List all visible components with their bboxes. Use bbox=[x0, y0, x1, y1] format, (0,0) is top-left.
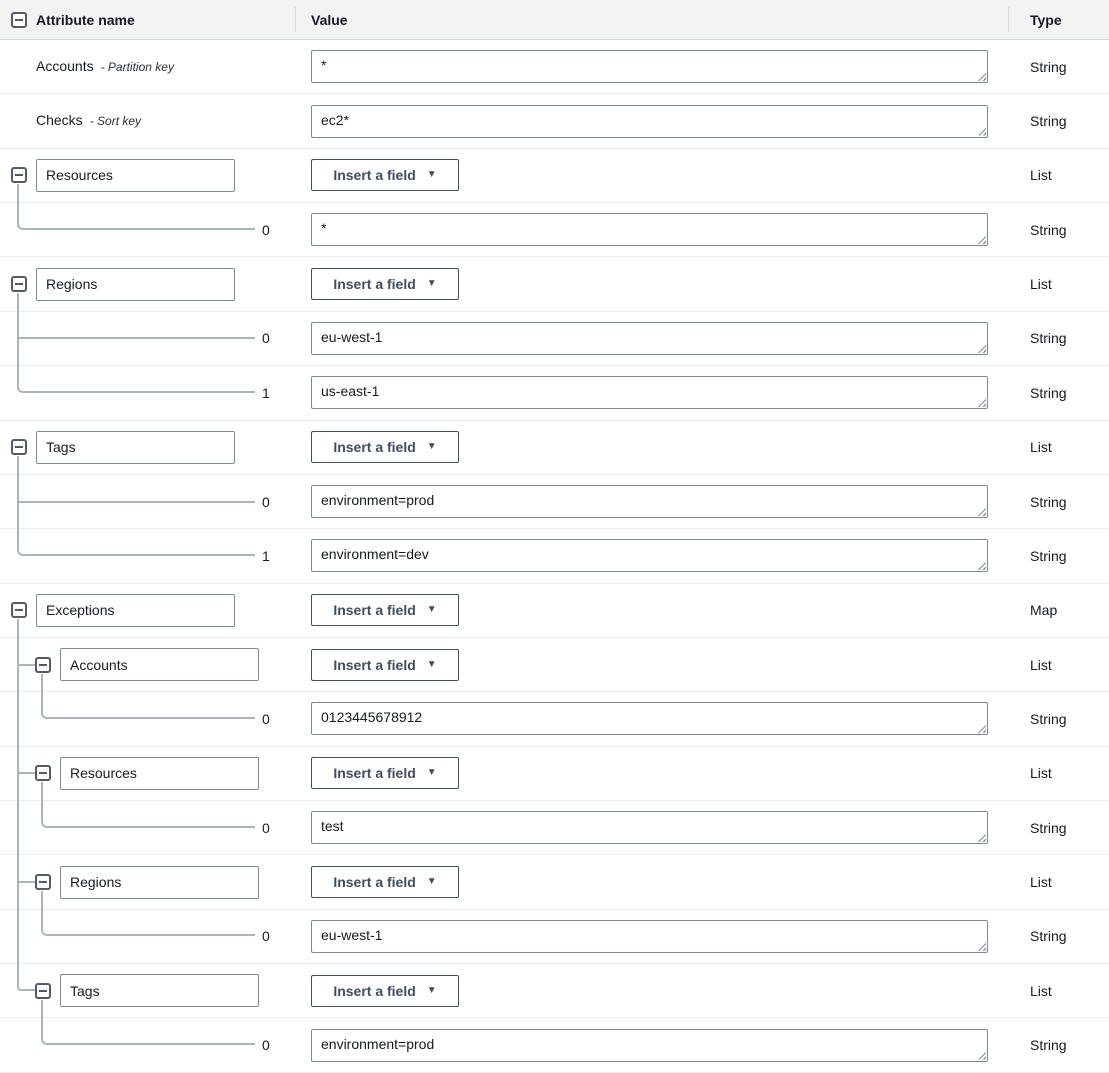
value-input[interactable] bbox=[311, 485, 988, 518]
tree-line bbox=[17, 910, 19, 964]
tree-line bbox=[17, 772, 35, 774]
type-label: String bbox=[1030, 928, 1067, 945]
tree-line bbox=[17, 184, 19, 203]
type-label: String bbox=[1030, 493, 1067, 510]
value-textarea-wrap bbox=[311, 811, 988, 844]
index-label: 0 bbox=[262, 928, 270, 945]
value-textarea-wrap bbox=[311, 50, 988, 83]
row-checks-key bbox=[0, 94, 1109, 148]
insert-field-button[interactable] bbox=[311, 159, 459, 191]
caret-down-icon: ▼ bbox=[426, 658, 437, 670]
value-textarea-wrap bbox=[311, 376, 988, 409]
type-label: String bbox=[1030, 330, 1067, 347]
collapse-icon[interactable] bbox=[11, 167, 27, 183]
type-label: String bbox=[1030, 819, 1067, 836]
value-input[interactable] bbox=[311, 50, 988, 83]
tree-line bbox=[17, 881, 35, 883]
collapse-icon[interactable] bbox=[11, 602, 27, 618]
row-exceptions-regions bbox=[0, 855, 1109, 909]
row-exceptions-accounts-0 bbox=[0, 692, 1109, 746]
tree-line bbox=[41, 691, 255, 719]
collapse-icon[interactable] bbox=[35, 874, 51, 890]
row-exceptions-tags bbox=[0, 964, 1109, 1018]
insert-field-label: Insert a field bbox=[333, 439, 416, 456]
value-input[interactable] bbox=[311, 702, 988, 735]
collapse-icon[interactable] bbox=[35, 983, 51, 999]
collapse-all-icon[interactable] bbox=[11, 12, 27, 28]
caret-down-icon: ▼ bbox=[426, 767, 437, 779]
attribute-name-input[interactable] bbox=[60, 648, 259, 681]
attribute-name: Checks bbox=[36, 112, 83, 129]
attribute-name-input[interactable] bbox=[36, 268, 235, 301]
tree-line bbox=[17, 692, 19, 746]
index-label: 0 bbox=[262, 330, 270, 347]
column-divider bbox=[1008, 7, 1009, 32]
caret-down-icon: ▼ bbox=[426, 441, 437, 453]
row-exceptions bbox=[0, 584, 1109, 638]
tree-line bbox=[17, 619, 19, 638]
tree-line bbox=[41, 800, 255, 828]
row-exceptions-accounts bbox=[0, 638, 1109, 692]
caret-down-icon: ▼ bbox=[426, 984, 437, 996]
attribute-name-input[interactable] bbox=[60, 757, 259, 790]
insert-field-button[interactable] bbox=[311, 757, 459, 789]
value-textarea-wrap bbox=[311, 1029, 988, 1062]
value-textarea-wrap bbox=[311, 920, 988, 953]
value-textarea-wrap bbox=[311, 213, 988, 246]
type-label: List bbox=[1030, 276, 1052, 293]
type-label: List bbox=[1030, 439, 1052, 456]
type-label: List bbox=[1030, 656, 1052, 673]
index-label: 0 bbox=[262, 819, 270, 836]
value-input[interactable] bbox=[311, 539, 988, 572]
tree-line bbox=[17, 293, 19, 312]
row-resources-0 bbox=[0, 203, 1109, 257]
insert-field-label: Insert a field bbox=[333, 982, 416, 999]
value-input[interactable] bbox=[311, 213, 988, 246]
column-header-attribute-name: Attribute name bbox=[36, 11, 135, 28]
attribute-name-input[interactable] bbox=[36, 159, 235, 192]
tree-line bbox=[41, 674, 43, 693]
collapse-icon[interactable] bbox=[35, 765, 51, 781]
row-tags-0 bbox=[0, 475, 1109, 529]
index-label: 1 bbox=[262, 547, 270, 564]
tree-line bbox=[17, 337, 255, 339]
column-header-value: Value bbox=[311, 11, 348, 28]
attribute-name: Accounts bbox=[36, 57, 94, 74]
column-divider bbox=[295, 7, 296, 32]
tree-line bbox=[17, 528, 255, 556]
row-regions-0 bbox=[0, 312, 1109, 366]
value-textarea-wrap bbox=[311, 105, 988, 138]
row-regions bbox=[0, 257, 1109, 311]
key-qualifier: - Sort key bbox=[89, 114, 142, 129]
attribute-name-cell bbox=[36, 112, 141, 130]
tree-line bbox=[17, 664, 35, 666]
tree-line bbox=[17, 963, 35, 991]
value-input[interactable] bbox=[311, 322, 988, 355]
value-textarea-wrap bbox=[311, 322, 988, 355]
type-label: List bbox=[1030, 765, 1052, 782]
collapse-icon[interactable] bbox=[35, 657, 51, 673]
tree-line bbox=[17, 801, 19, 855]
index-label: 0 bbox=[262, 493, 270, 510]
insert-field-label: Insert a field bbox=[333, 656, 416, 673]
row-exceptions-resources bbox=[0, 747, 1109, 801]
column-header-type: Type bbox=[1030, 11, 1062, 28]
type-label: String bbox=[1030, 58, 1067, 75]
insert-field-label: Insert a field bbox=[333, 602, 416, 619]
type-label: String bbox=[1030, 384, 1067, 401]
attribute-name-input[interactable] bbox=[60, 866, 259, 899]
insert-field-button[interactable] bbox=[311, 649, 459, 681]
value-input[interactable] bbox=[311, 811, 988, 844]
value-textarea-wrap bbox=[311, 485, 988, 518]
collapse-icon[interactable] bbox=[11, 439, 27, 455]
type-label: String bbox=[1030, 710, 1067, 727]
insert-field-label: Insert a field bbox=[333, 167, 416, 184]
collapse-icon[interactable] bbox=[11, 276, 27, 292]
insert-field-label: Insert a field bbox=[333, 276, 416, 293]
row-resources bbox=[0, 149, 1109, 203]
tree-line bbox=[41, 909, 255, 937]
index-label: 1 bbox=[262, 384, 270, 401]
value-input[interactable] bbox=[311, 105, 988, 138]
type-label: Map bbox=[1030, 602, 1058, 619]
value-textarea-wrap bbox=[311, 539, 988, 572]
attribute-name-cell bbox=[36, 58, 174, 76]
tree-line bbox=[41, 891, 43, 910]
row-exceptions-resources-0 bbox=[0, 801, 1109, 855]
tree-line bbox=[17, 365, 255, 393]
row-accounts-key bbox=[0, 40, 1109, 94]
insert-field-label: Insert a field bbox=[333, 874, 416, 891]
insert-field-label: Insert a field bbox=[333, 765, 416, 782]
type-label: List bbox=[1030, 874, 1052, 891]
value-input[interactable] bbox=[311, 920, 988, 953]
index-label: 0 bbox=[262, 1037, 270, 1054]
row-tags bbox=[0, 421, 1109, 475]
type-label: List bbox=[1030, 167, 1052, 184]
attribute-name-input[interactable] bbox=[60, 974, 259, 1007]
caret-down-icon: ▼ bbox=[426, 604, 437, 616]
index-label: 0 bbox=[262, 710, 270, 727]
tree-line bbox=[41, 1000, 43, 1019]
row-regions-1 bbox=[0, 366, 1109, 420]
tree-line bbox=[41, 1017, 255, 1045]
attribute-name-input[interactable] bbox=[36, 594, 235, 627]
caret-down-icon: ▼ bbox=[426, 876, 437, 888]
row-exceptions-tags-0 bbox=[0, 1018, 1109, 1072]
table-header bbox=[0, 0, 1109, 40]
attribute-name-input[interactable] bbox=[36, 431, 235, 464]
row-tags-1 bbox=[0, 529, 1109, 583]
tree-line bbox=[17, 456, 19, 475]
insert-field-button[interactable] bbox=[311, 268, 459, 300]
insert-field-button[interactable] bbox=[311, 866, 459, 898]
type-label: String bbox=[1030, 1037, 1067, 1054]
type-label: String bbox=[1030, 113, 1067, 130]
type-label: String bbox=[1030, 547, 1067, 564]
key-qualifier: - Partition key bbox=[100, 59, 174, 74]
row-exceptions-regions-0 bbox=[0, 910, 1109, 964]
type-label: String bbox=[1030, 221, 1067, 238]
tree-line bbox=[17, 202, 255, 230]
insert-field-button[interactable] bbox=[311, 431, 459, 463]
index-label: 0 bbox=[262, 221, 270, 238]
tree-line bbox=[41, 782, 43, 801]
insert-field-button[interactable] bbox=[311, 594, 459, 626]
caret-down-icon: ▼ bbox=[426, 169, 437, 181]
insert-field-button[interactable] bbox=[311, 975, 459, 1007]
value-input[interactable] bbox=[311, 1029, 988, 1062]
caret-down-icon: ▼ bbox=[426, 278, 437, 290]
value-input[interactable] bbox=[311, 376, 988, 409]
tree-line bbox=[17, 501, 255, 503]
type-label: List bbox=[1030, 982, 1052, 999]
value-textarea-wrap bbox=[311, 702, 988, 735]
